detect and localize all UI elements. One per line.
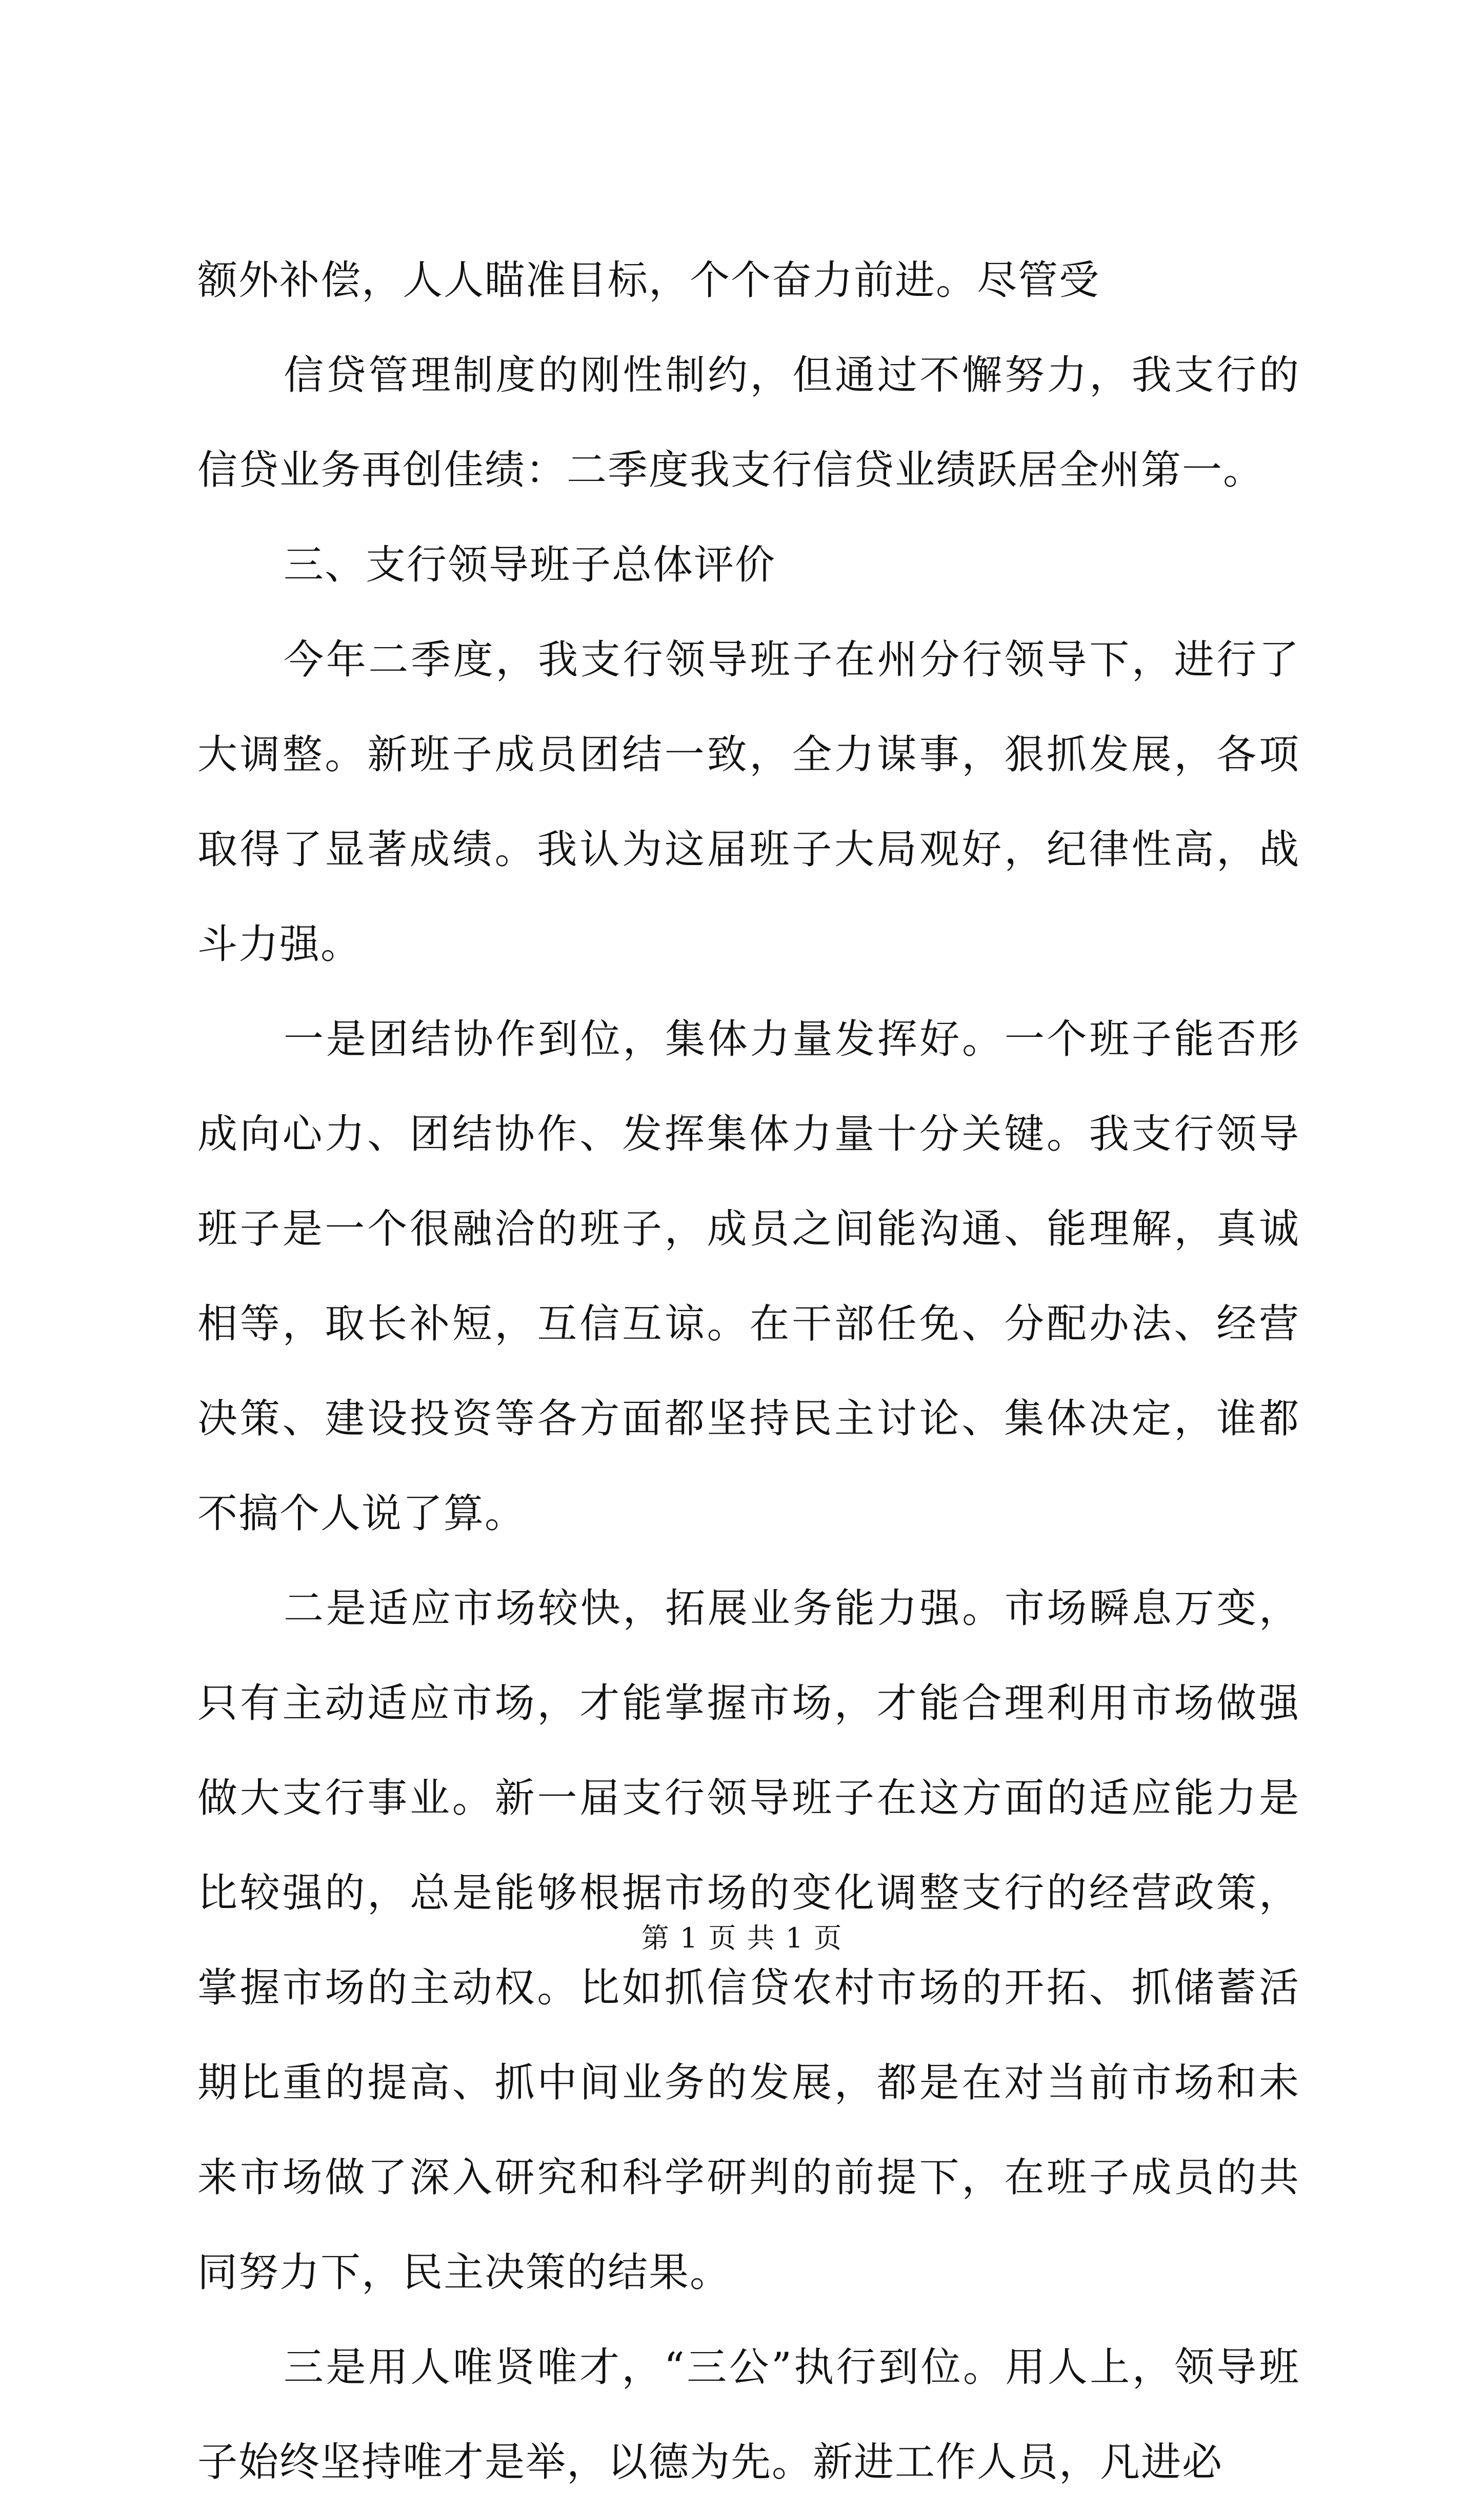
paragraph-team-adjustment: 今年二季度，我支行领导班子在州分行领导下，进行了大调整。新班子成员团结一致，全力谋事，狠抓发展，各项取得了显著成绩。我认为这届班子大局观好，纪律性高，战斗力强。 (197, 637, 1300, 968)
page-footer: 第 1 页 共 1 页 (641, 1922, 843, 1954)
paragraph-point-one: 一是团结协作到位，集体力量发挥好。一个班子能否形成向心力、团结协作、发挥集体力量十分关键。我支行领导班子是一个很融洽的班子，成员之间能沟通、能理解，真诚相等，取长补短，互信互谅。在干部任免、分配办法、经营决策、建设投资等各方面都坚持民主讨论、集体决定，谁都不搞个人说了算。 (197, 1016, 1300, 1537)
document-body (197, 233, 1300, 2510)
paragraph-point-two: 二是适应市场较快，拓展业务能力强。市场瞬息万变，只有主动适应市场，才能掌握市场，才能合理利用市场做强做大支行事业。新一届支行领导班子在这方面的适应能力是比较强的，总是能够根据市场的变化调整支行的经营政策，掌握市场的主动权。比如抓信贷农村市场的开拓、抓储蓄活期比重的提高、抓中间业务的发展，都是在对当前市场和未来市场做了深入研究和科学研判的前提下，在班子成员的共同努力下，民主决策的结果。 (197, 1585, 1300, 2296)
section-heading-evaluation: 三、支行领导班子总体评价 (284, 542, 776, 588)
paragraph-credit-results: 信贷管理制度的刚性制约，但通过不懈努力，我支行的信贷业务再创佳绩：二季度我支行信贷业绩跃居全州第一。 (197, 352, 1300, 493)
paragraph-point-three: 三是用人唯贤唯才，“三公”执行到位。用人上，领导班子始终坚持唯才是举，以德为先。新进工作人员，凡进必 (197, 2344, 1300, 2485)
paragraph-continuation: 额外补偿，人人瞄准目标，个个奋力前进。尽管受 (197, 257, 1100, 304)
